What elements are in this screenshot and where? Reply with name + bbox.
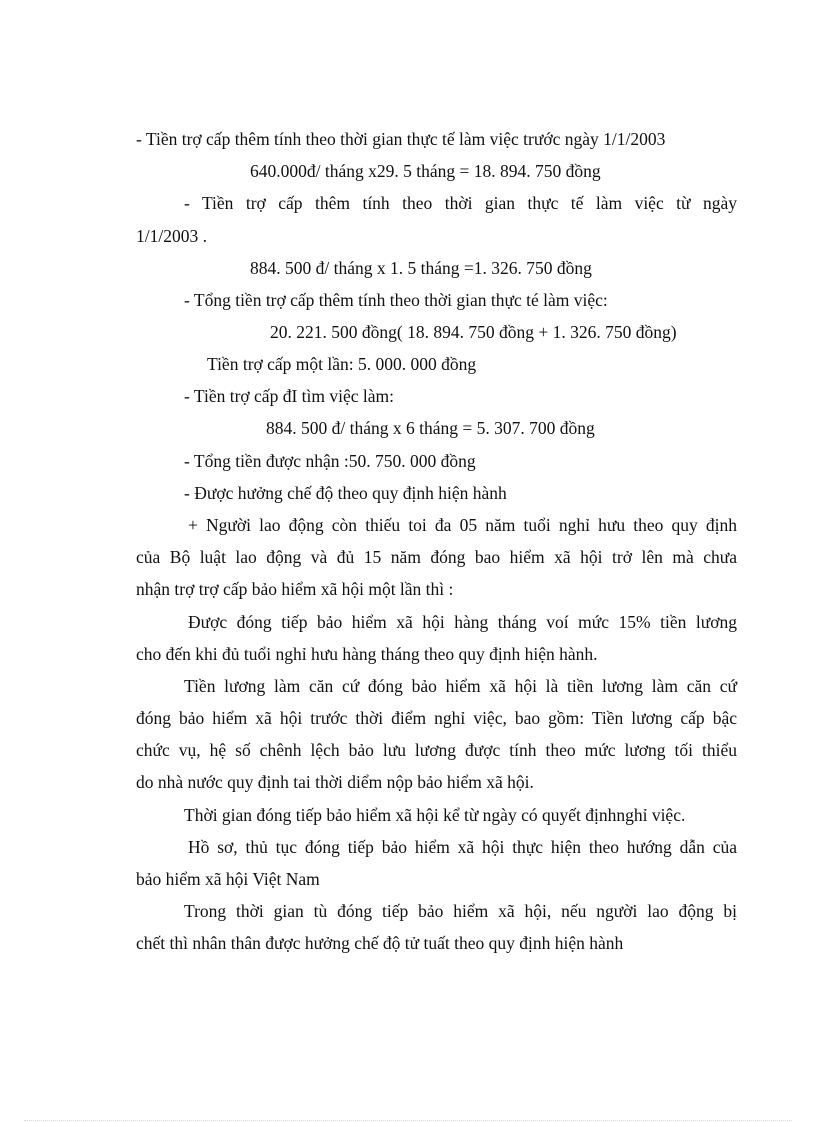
- text-line: - Tổng tiền được nhận :50. 750. 000 đồng: [184, 451, 476, 471]
- text-line: 884. 500 đ/ tháng x 6 tháng = 5. 307. 700 đồng: [266, 418, 595, 438]
- text-line: - Tiền trợ cấp thêm tính theo thời gian thực tế làm việc từ ngày: [184, 193, 737, 213]
- text-line: chức vụ, hệ số chênh lệch bảo lưu lương được tính theo mức lương tối thiểu: [136, 740, 737, 760]
- text-line: Hồ sơ, thủ tục đóng tiếp bảo hiểm xã hội thực hiện theo hướng dẫn của: [188, 837, 737, 857]
- text-line: chết thì nhân thân được hưởng chế độ tử tuất theo quy định hiện hành: [136, 933, 624, 953]
- text-line: + Người lao động còn thiếu toi đa 05 năm tuổi nghỉ hưu theo quy định: [188, 515, 737, 535]
- page-bottom-rule: [24, 1120, 792, 1121]
- text-line: nhận trợ trợ cấp bảo hiểm xã hội một lần thì :: [136, 579, 454, 599]
- text-line: do nhà nước quy định tai thời diểm nộp bảo hiểm xã hội.: [136, 772, 534, 792]
- text-line: Trong thời gian tù đóng tiếp bảo hiểm xã hội, nếu người lao động bị: [184, 901, 737, 921]
- text-line: Tiền lương làm căn cứ đóng bảo hiểm xã hội là tiền lương làm căn cứ: [184, 676, 737, 696]
- text-line: Tiền trợ cấp một lần: 5. 000. 000 đồng: [207, 354, 477, 374]
- text-line: Được đóng tiếp bảo hiểm xã hội hàng tháng voí mức 15% tiền lương: [188, 612, 737, 632]
- text-line: - Tiền trợ cấp thêm tính theo thời gian thực tế làm việc trước ngày 1/1/2003: [136, 129, 666, 149]
- text-line: - Tổng tiền trợ cấp thêm tính theo thời gian thực té làm việc:: [184, 290, 608, 310]
- text-line: 884. 500 đ/ tháng x 1. 5 tháng =1. 326. 750 đồng: [250, 258, 592, 278]
- text-line: cho đến khi đủ tuổi nghỉ hưu hàng tháng theo quy định hiện hành.: [136, 644, 598, 664]
- text-line: Thời gian đóng tiếp bảo hiểm xã hội kể từ ngày có quyết địnhnghỉ việc.: [184, 805, 686, 825]
- text-line: - Được hưởng chế độ theo quy định hiện hành: [184, 483, 507, 503]
- text-line: 1/1/2003 .: [136, 226, 207, 246]
- text-line: bảo hiểm xã hội Việt Nam: [136, 869, 320, 889]
- text-line: của Bộ luật lao động và đủ 15 năm đóng bao hiểm xã hội trở lên mà chưa: [136, 547, 737, 567]
- text-line: 640.000đ/ tháng x29. 5 tháng = 18. 894. 750 đồng: [250, 161, 601, 181]
- text-line: 20. 221. 500 đồng( 18. 894. 750 đồng + 1. 326. 750 đồng): [270, 322, 677, 342]
- text-line: đóng bảo hiểm xã hội trước thời điểm nghỉ việc, bao gồm: Tiền lương cấp bậc: [136, 708, 737, 728]
- text-line: - Tiền trợ cấp đI tìm việc làm:: [184, 386, 394, 406]
